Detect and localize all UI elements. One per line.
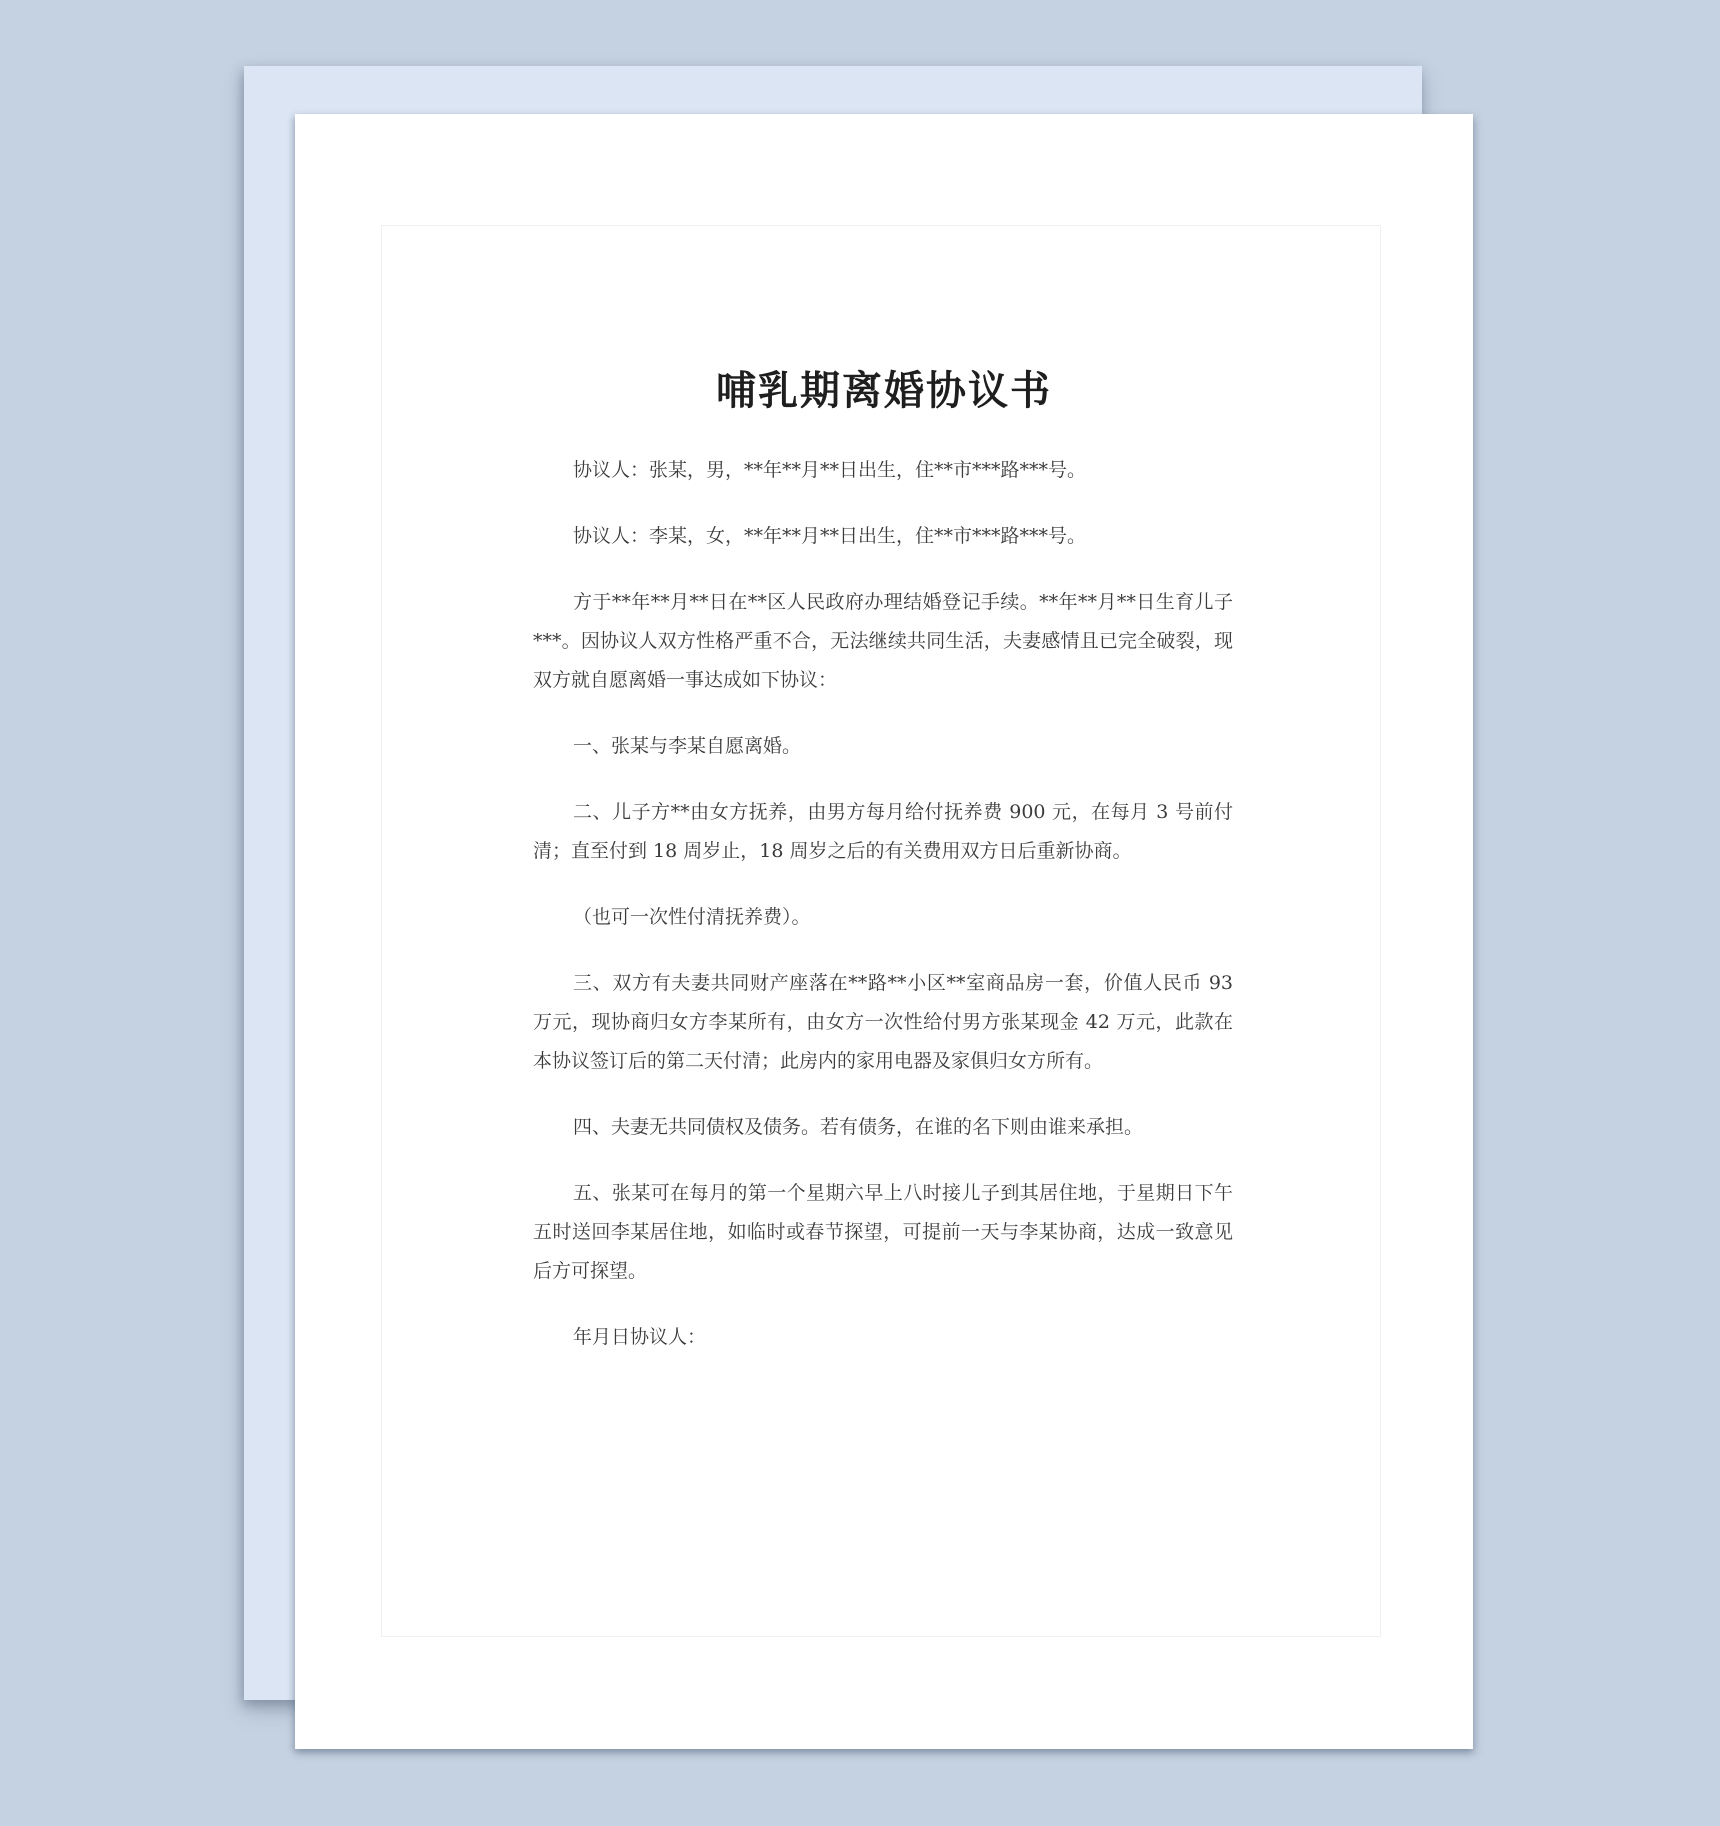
document-body (533, 451, 1233, 1384)
document-page (295, 114, 1473, 1749)
party-a-paragraph: 协议人：张某，男，**年**月**日出生，住**市***路***号。 (573, 459, 1087, 481)
clause-2-paragraph: 二、儿子方**由女方抚养，由男方每月给付抚养费 900 元，在每月 3 号前付清；直至付到 18 周岁止，18 周岁之后的有关费用双方日后重新协商。 (533, 801, 1233, 862)
clause-1-paragraph: 一、张某与李某自愿离婚。 (573, 735, 802, 757)
signature-line-paragraph: 年月日协议人： (573, 1326, 707, 1348)
party-b-paragraph: 协议人：李某，女，**年**月**日出生，住**市***路***号。 (573, 525, 1087, 547)
clause-3-paragraph: 三、双方有夫妻共同财产座落在**路**小区**室商品房一套，价值人民币 93 万元，现协商归女方李某所有，由女方一次性给付男方张某现金 42 万元，此款在本协议签订后的第二天付清；此房内的家用电器及家俱归女方所有。 (533, 972, 1233, 1072)
preamble-paragraph: 方于**年**月**日在**区人民政府办理结婚登记手续。**年**月**日生育儿子***。因协议人双方性格严重不合，无法继续共同生活，夫妻感情且已完全破裂，现双方就自愿离婚一事达成如下协议： (533, 591, 1233, 691)
clause-4-paragraph: 四、夫妻无共同债权及债务。若有债务，在谁的名下则由谁来承担。 (573, 1116, 1144, 1138)
clause-5-paragraph: 五、张某可在每月的第一个星期六早上八时接儿子到其居住地，于星期日下午五时送回李某居住地，如临时或春节探望，可提前一天与李某协商，达成一致意见后方可探望。 (533, 1182, 1233, 1282)
document-title: 哺乳期离婚协议书 (716, 368, 1052, 414)
clause-2-note-paragraph: （也可一次性付清抚养费）。 (573, 906, 811, 928)
